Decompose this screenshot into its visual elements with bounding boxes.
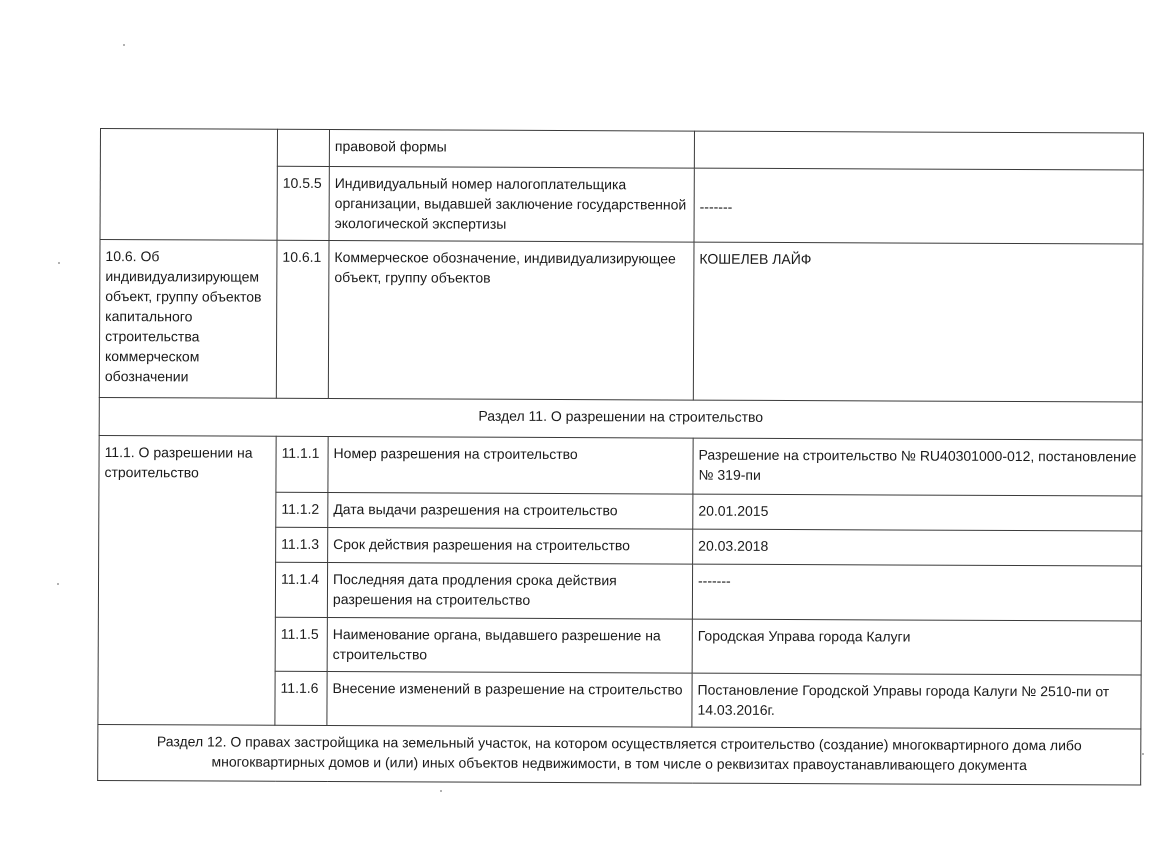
scan-speck	[123, 44, 125, 46]
row-label: Номер разрешения на строительство	[328, 436, 693, 494]
row-label: правовой формы	[329, 130, 694, 169]
row-label: Внесение изменений в разрешение на строительство	[327, 671, 692, 727]
group-cell-empty	[100, 129, 277, 241]
table-row	[100, 129, 1143, 171]
row-label: Срок действия разрешения на строительство	[328, 527, 693, 564]
row-value: -------	[692, 564, 1141, 621]
row-value: Разрешение на строительство № RU40301000-012, постановление № 319-пи	[693, 438, 1142, 496]
row-value	[694, 131, 1143, 170]
scan-speck	[57, 583, 59, 585]
row-label: Индивидуальный номер налогоплательщика организации, выдавшей заключение государственной экологической экспертизы	[329, 167, 694, 243]
section-header-row	[99, 397, 1142, 440]
row-number: 11.1.3	[276, 527, 328, 562]
row-number: 11.1.4	[275, 562, 327, 617]
section-11-title: Раздел 11. О разрешении на строительство	[99, 397, 1142, 440]
row-value: КОШЕЛЕВ ЛАЙФ	[693, 242, 1143, 402]
table-row	[99, 240, 1143, 403]
section-header-row	[98, 724, 1141, 785]
group-title: 10.6. Об индивидуализирующем объект, группу объектов капитального строительства коммерческом обозначении	[99, 240, 277, 399]
scan-speck	[440, 790, 442, 792]
scan-speck	[58, 262, 60, 264]
row-label: Последняя дата продления срока действия разрешения на строительство	[327, 562, 692, 619]
row-number: 11.1.2	[276, 492, 328, 527]
project-declaration-table	[97, 128, 1144, 786]
scan-speck	[1142, 753, 1144, 755]
group-title: 11.1. О разрешении на строительство	[98, 435, 276, 725]
row-value: 20.01.2015	[693, 494, 1142, 531]
row-number: 10.6.1	[276, 240, 329, 398]
row-value: 20.03.2018	[693, 529, 1142, 566]
row-number: 11.1.6	[275, 671, 327, 725]
row-number: 11.1.5	[275, 617, 327, 671]
row-label: Коммерческое обозначение, индивидуализирующее объект, группу объектов	[328, 241, 694, 401]
row-value: Городская Управа города Калуги	[692, 619, 1141, 675]
row-value: Постановление Городской Управы города Калуги № 2510-пи от 14.03.2016г.	[692, 673, 1141, 729]
row-number	[277, 129, 329, 166]
row-value: -------	[694, 168, 1143, 244]
row-number: 10.5.5	[277, 166, 329, 240]
row-label: Дата выдачи разрешения на строительство	[328, 492, 693, 529]
row-label: Наименование органа, выдавшего разрешение на строительство	[327, 617, 692, 673]
table-row	[99, 435, 1142, 496]
section-12-title: Раздел 12. О правах застройщика на земельный участок, на котором осуществляется строительство (создание) многоквартирного дома либо многоквартирных домов и (или) иных объектов недвижимости, в том числе о реквизитах правоустанавливающего документа	[98, 724, 1141, 785]
row-number: 11.1.1	[276, 436, 328, 492]
